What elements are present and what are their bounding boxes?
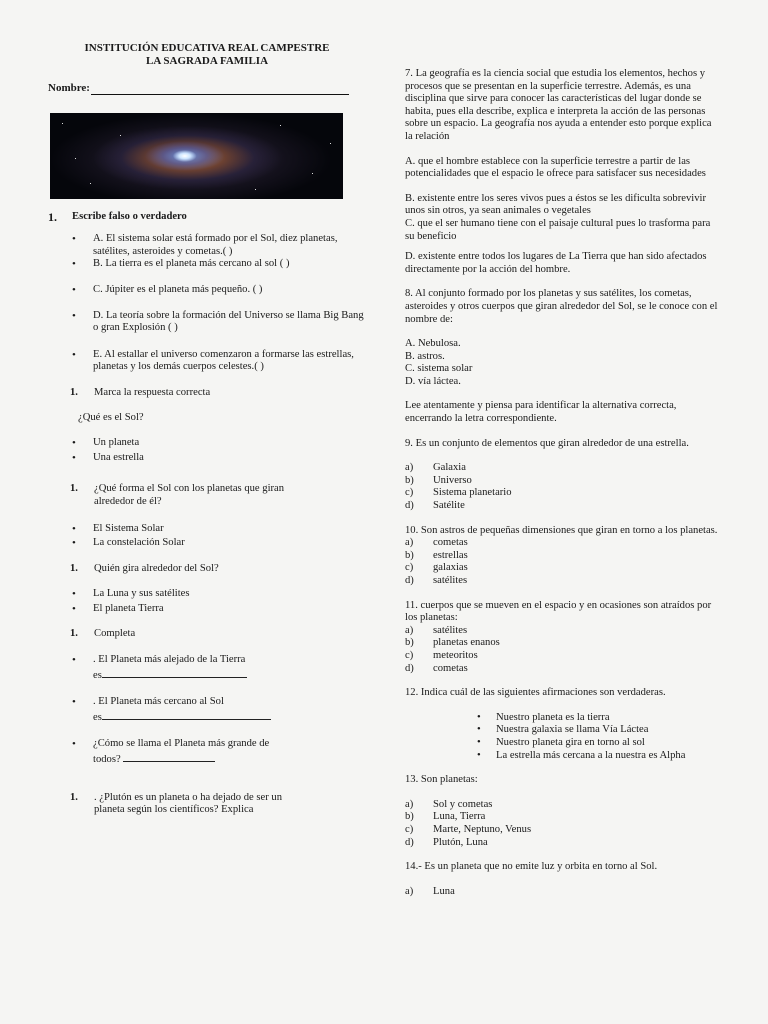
option-item[interactable]: [405, 462, 720, 475]
completion-item: [48, 738, 366, 766]
question-10-options: [405, 537, 720, 587]
option-item[interactable]: • El Sistema Solar: [48, 523, 366, 536]
statement-item[interactable]: • Nuestro planeta gira en torno al sol: [405, 737, 720, 750]
question-14-text: 14.- Es un planeta que no emite luz y orbita en torno al Sol.: [405, 861, 658, 873]
completion-tail: todos?: [93, 754, 121, 766]
question-2-title: Marca la respuesta correcta: [94, 386, 211, 398]
option-letter: b): [405, 549, 414, 561]
option-text: planetas enanos: [433, 637, 500, 649]
question-12-items: [405, 712, 720, 762]
option-item[interactable]: [405, 811, 720, 824]
true-false-item: • C. Júpiter es el planeta más pequeño. ( ): [48, 284, 366, 297]
option-text: Sistema planetario: [433, 487, 512, 499]
option-letter: b): [405, 637, 414, 649]
school-title: [48, 42, 366, 68]
option-letter: a): [405, 537, 414, 549]
question-2-number: 1.: [70, 386, 78, 398]
question-9-options: [405, 462, 720, 512]
question-2-prompt: ¿Qué es el Sol?: [78, 411, 144, 423]
option-text: Sol y cometas: [433, 798, 493, 810]
option-letter: a): [405, 624, 414, 636]
option-text: cometas: [433, 662, 468, 674]
option-letter: a): [405, 798, 414, 810]
option-item[interactable]: • La constelación Solar: [48, 537, 366, 550]
completion-tail: es: [93, 711, 102, 723]
question-4-options: [48, 588, 366, 615]
question-7-option-a[interactable]: A. que el hombre establece con la superficie terrestre a partir de las potencialidades que el espacio le ofrece para satisfacer sus necesidades: [405, 155, 706, 180]
question-3-number: 1.: [70, 483, 78, 495]
answer-blank[interactable]: [102, 667, 247, 678]
question-3-options: [48, 523, 366, 550]
option-item[interactable]: • Una estrella: [48, 452, 366, 465]
option-item[interactable]: B. astros.: [405, 350, 445, 362]
option-item[interactable]: [405, 824, 720, 837]
option-text: satélites: [433, 575, 468, 586]
option-text: Galaxia: [433, 462, 466, 474]
question-1-number: 1.: [48, 209, 57, 224]
option-text: meteoritos: [433, 649, 478, 661]
option-text: estrellas: [433, 549, 468, 561]
option-letter: d): [405, 500, 414, 512]
right-column: [405, 68, 720, 898]
option-text: galaxias: [433, 562, 468, 574]
true-false-item: • E. Al estallar el universo comenzaron a formarse las estrellas, planetas y los demás cuerpos celestes.( ): [48, 349, 366, 374]
question-12-text: 12. Indica cuál de las siguientes afirmaciones son verdaderas.: [405, 687, 666, 699]
answer-blank[interactable]: [123, 751, 215, 762]
option-item[interactable]: [405, 799, 720, 812]
question-11-options: [405, 625, 720, 675]
option-item[interactable]: [405, 487, 720, 500]
statement-item[interactable]: • Nuestro planeta es la tierra: [405, 712, 720, 725]
name-blank-line[interactable]: [91, 83, 349, 95]
option-item[interactable]: [405, 475, 720, 488]
completion-text: . El Planeta más cercano al Sol: [93, 696, 224, 708]
question-8-options: [405, 338, 720, 388]
galaxy-image: [50, 113, 343, 199]
option-item[interactable]: [405, 650, 720, 663]
question-7-option-d[interactable]: D. existente entre todos los lugares de La Tierra que han sido afectados directamente por la acción del hombre.: [405, 251, 707, 275]
question-5-title: Completa: [94, 628, 136, 640]
option-item[interactable]: [405, 663, 720, 676]
option-text: Luna: [433, 885, 455, 897]
question-11-text: 11. cuerpos que se mueven en el espacio y en ocasiones son atraídos por los planetas:: [405, 599, 712, 624]
statement-item[interactable]: • Nuestra galaxia se llama Vía Láctea: [405, 724, 720, 737]
true-false-item: • A. El sistema solar está formado por el Sol, diez planetas, satélites, asteroides y cometas.( ): [48, 233, 366, 258]
option-item[interactable]: [405, 886, 720, 899]
option-letter: d): [405, 662, 414, 674]
question-10-text: 10. Son astros de pequeñas dimensiones que giran en torno a los planetas.: [405, 524, 718, 536]
option-item[interactable]: [405, 837, 720, 850]
option-text: cometas: [433, 537, 468, 549]
question-4-heading: [48, 563, 366, 576]
school-name-line2: LA SAGRADA FAMILIA: [145, 55, 269, 67]
option-item[interactable]: [405, 637, 720, 650]
completion-item: [48, 696, 366, 724]
question-7-option-b[interactable]: B. existente entre los seres vivos pues a éstos se les dificulta sobrevivir unos sin otros, ya sean animales o vegetales: [405, 192, 706, 217]
option-letter: c): [405, 562, 414, 574]
question-7-text: 7. La geografía es la ciencia social que estudia los elementos, hechos y procesos que se presentan en la superficie terrestre. Además, es una disciplina que sirve para conocer las características del lugar donde se habita, pues ella describe, explica e interpreta la acción de las personas sobre un espacio. La geografía nos ayuda a entender esto porque explica la relación: [405, 68, 712, 142]
answer-blank[interactable]: [102, 709, 271, 720]
question-2-heading: [48, 387, 366, 400]
name-field[interactable]: [48, 82, 366, 95]
completion-text: ¿Cómo se llama el Planeta más grande de: [93, 738, 270, 750]
option-text: Plutón, Luna: [433, 836, 488, 848]
question-13-text: 13. Son planetas:: [405, 774, 478, 786]
option-letter: a): [405, 885, 414, 897]
option-letter: c): [405, 823, 414, 835]
question-1-title: Escribe falso o verdadero: [72, 210, 187, 222]
option-letter: d): [405, 836, 414, 848]
true-false-list: [48, 233, 366, 374]
option-item[interactable]: [405, 500, 720, 513]
option-letter: b): [405, 474, 414, 486]
option-letter: a): [405, 462, 414, 474]
option-letter: d): [405, 575, 414, 586]
option-item[interactable]: • La Luna y sus satélites: [48, 588, 366, 601]
option-text: Universo: [433, 474, 472, 486]
question-4-number: 1.: [70, 562, 78, 574]
question-3-title: ¿Qué forma el Sol con los planetas que giran alrededor de él?: [94, 483, 285, 507]
question-6-number: 1.: [70, 791, 78, 803]
question-9-text: 9. Es un conjunto de elementos que giran alrededor de una estrella.: [405, 437, 689, 449]
option-item[interactable]: [405, 625, 720, 638]
completion-list: [48, 654, 366, 767]
option-item[interactable]: [405, 550, 720, 563]
left-column: [48, 42, 366, 817]
question-3-heading: [48, 483, 366, 508]
question-1-heading: [48, 211, 366, 224]
option-text: Marte, Neptuno, Venus: [433, 823, 532, 835]
question-13-options: [405, 799, 720, 849]
instructions-text: Lee atentamente y piensa para identificar la alternativa correcta, encerrando la letra correspondiente.: [405, 400, 677, 425]
option-item[interactable]: C. sistema solar: [405, 363, 473, 375]
option-item[interactable]: • Un planeta: [48, 437, 366, 450]
option-item[interactable]: [405, 537, 720, 550]
option-item[interactable]: [405, 575, 720, 588]
question-8-text: 8. Al conjunto formado por los planetas y sus satélites, los cometas, asteroides y otros cuerpos que giran alrededor del Sol, se le conoce con el nombre de:: [405, 288, 718, 325]
true-false-item: • B. La tierra es el planeta más cercano al sol ( ): [48, 258, 366, 271]
school-name-line1: INSTITUCIÓN EDUCATIVA REAL CAMPESTRE: [84, 42, 330, 54]
option-letter: c): [405, 487, 414, 499]
option-text: Satélite: [433, 500, 465, 512]
option-text: Luna, Tierra: [433, 811, 486, 823]
option-item[interactable]: [405, 562, 720, 575]
question-5-number: 1.: [70, 628, 78, 640]
question-6-title: . ¿Plutón es un planeta o ha dejado de ser un planeta según los científicos? Explica: [94, 791, 282, 816]
question-2-options: [48, 437, 366, 464]
option-letter: c): [405, 649, 414, 661]
question-7-option-c[interactable]: C. que el ser humano tiene con el paisaje cultural pues lo trasforma para su beneficio: [405, 217, 711, 242]
option-item[interactable]: A. Nebulosa.: [405, 338, 461, 350]
option-item[interactable]: • El planeta Tierra: [48, 603, 366, 616]
question-14-options: [405, 886, 720, 899]
question-5-heading: [48, 628, 366, 641]
true-false-item: • D. La teoría sobre la formación del Universo se llama Big Bang o gran Explosión ( ): [48, 310, 366, 335]
name-label: Nombre:: [48, 82, 90, 94]
option-letter: b): [405, 811, 414, 823]
option-item[interactable]: D. vía láctea.: [405, 375, 461, 387]
completion-item: [48, 654, 366, 682]
question-4-title: Quién gira alrededor del Sol?: [94, 562, 219, 574]
statement-item[interactable]: • La estrella más cercana a la nuestra es Alpha: [405, 750, 720, 763]
completion-tail: es: [93, 669, 102, 681]
question-6-heading: [48, 792, 366, 817]
completion-text: . El Planeta más alejado de la Tierra: [93, 654, 246, 666]
option-text: satélites: [433, 624, 468, 636]
